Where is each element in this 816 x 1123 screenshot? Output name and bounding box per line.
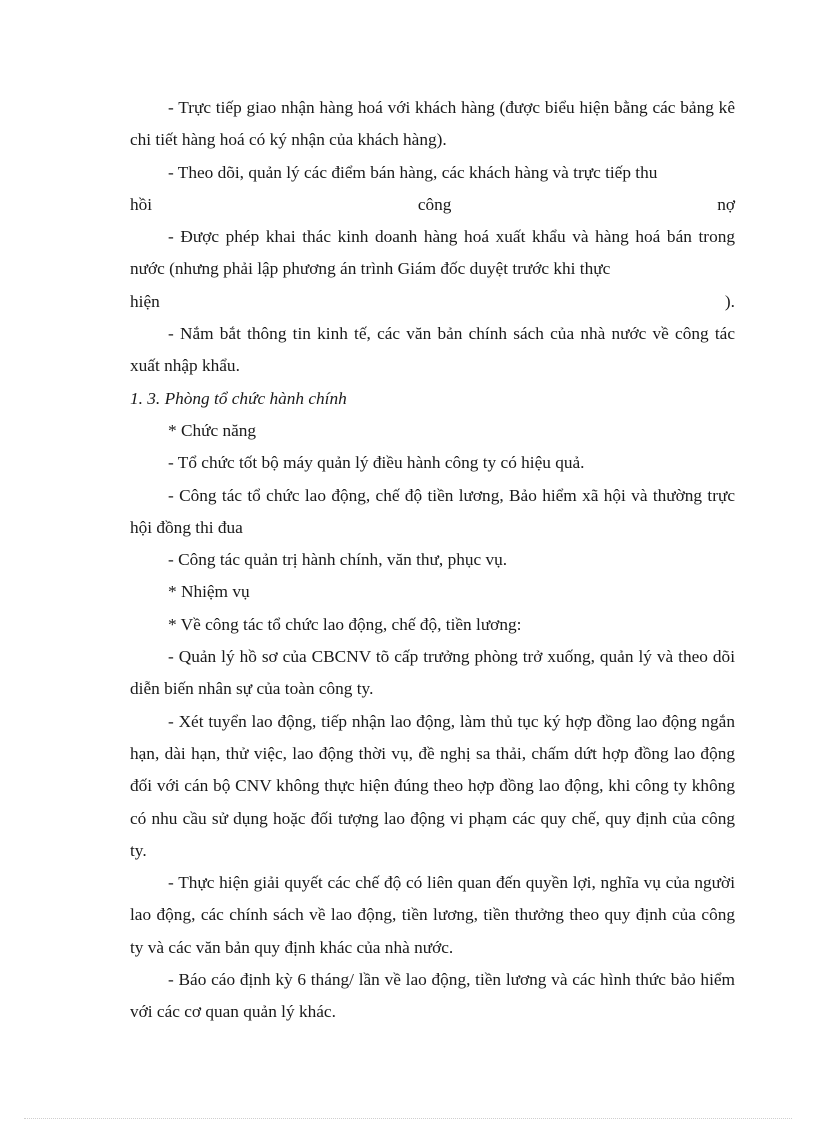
paragraph: * Nhiệm vụ xyxy=(168,582,250,602)
paragraph: - Xét tuyển lao động, tiếp nhận lao động, làm thủ tục ký hợp đồng lao động ngắn hạn, dài hạn, thử việc, lao động thời vụ, đề nghị sa thải, chấm dứt hợp đồng lao động đối với cán bộ CNV không thực hiện đúng theo hợp đồng lao động, khi công ty không có nhu cầu sử dụng hoặc đối tượng lao động vi phạm các quy chế, quy định của công ty. xyxy=(130,711,735,860)
word: công xyxy=(417,194,452,214)
page-bottom-divider xyxy=(24,1118,792,1119)
paragraph: - Báo cáo định kỳ 6 tháng/ lần về lao động, tiền lương và các hình thức bảo hiểm với các cơ quan quản lý khác. xyxy=(130,970,735,1022)
paragraph: * Chức năng xyxy=(168,420,257,440)
paragraph: * Về công tác tổ chức lao động, chế độ, tiền lương: xyxy=(168,614,522,634)
document-body xyxy=(130,92,735,1029)
word: nợ xyxy=(717,194,735,214)
paragraph: - Theo dõi, quản lý các điểm bán hàng, các khách hàng và trực tiếp thu xyxy=(168,162,658,182)
paragraph: - Trực tiếp giao nhận hàng hoá với khách hàng (được biểu hiện bằng các bảng kê chi tiết hàng hoá có ký nhận của khách hàng). xyxy=(130,98,735,150)
paragraph: - Được phép khai thác kinh doanh hàng hoá xuất khẩu và hàng hoá bán trong nước (nhưng phải lập phương án trình Giám đốc duyệt trước khi thực xyxy=(130,227,735,279)
word: ). xyxy=(724,291,735,311)
paragraph: - Tổ chức tốt bộ máy quản lý điều hành công ty có hiệu quả. xyxy=(168,453,585,473)
paragraph: - Quản lý hồ sơ của CBCNV tõ cấp trưởng phòng trở xuống, quản lý và theo dõi diễn biến nhân sự của toàn công ty. xyxy=(130,647,735,699)
section-heading: 1. 3. Phòng tổ chức hành chính xyxy=(130,388,347,408)
paragraph: - Công tác tổ chức lao động, chế độ tiền lương, Bảo hiểm xã hội và thường trực hội đồng thi đua xyxy=(130,485,735,537)
word: hồi xyxy=(130,194,153,214)
paragraph: - Nắm bắt thông tin kinh tế, các văn bản chính sách của nhà nước về công tác xuất nhập khẩu. xyxy=(130,324,735,376)
paragraph-continuation xyxy=(130,286,735,318)
word: hiện xyxy=(130,291,160,311)
paragraph: - Thực hiện giải quyết các chế độ có liên quan đến quyền lợi, nghĩa vụ của người lao động, các chính sách về lao động, tiền lương, tiền thưởng theo quy định của công ty và các văn bản quy định khác của nhà nước. xyxy=(130,873,735,957)
paragraph: - Công tác quản trị hành chính, văn thư, phục vụ. xyxy=(168,550,508,570)
paragraph-continuation xyxy=(130,189,735,221)
